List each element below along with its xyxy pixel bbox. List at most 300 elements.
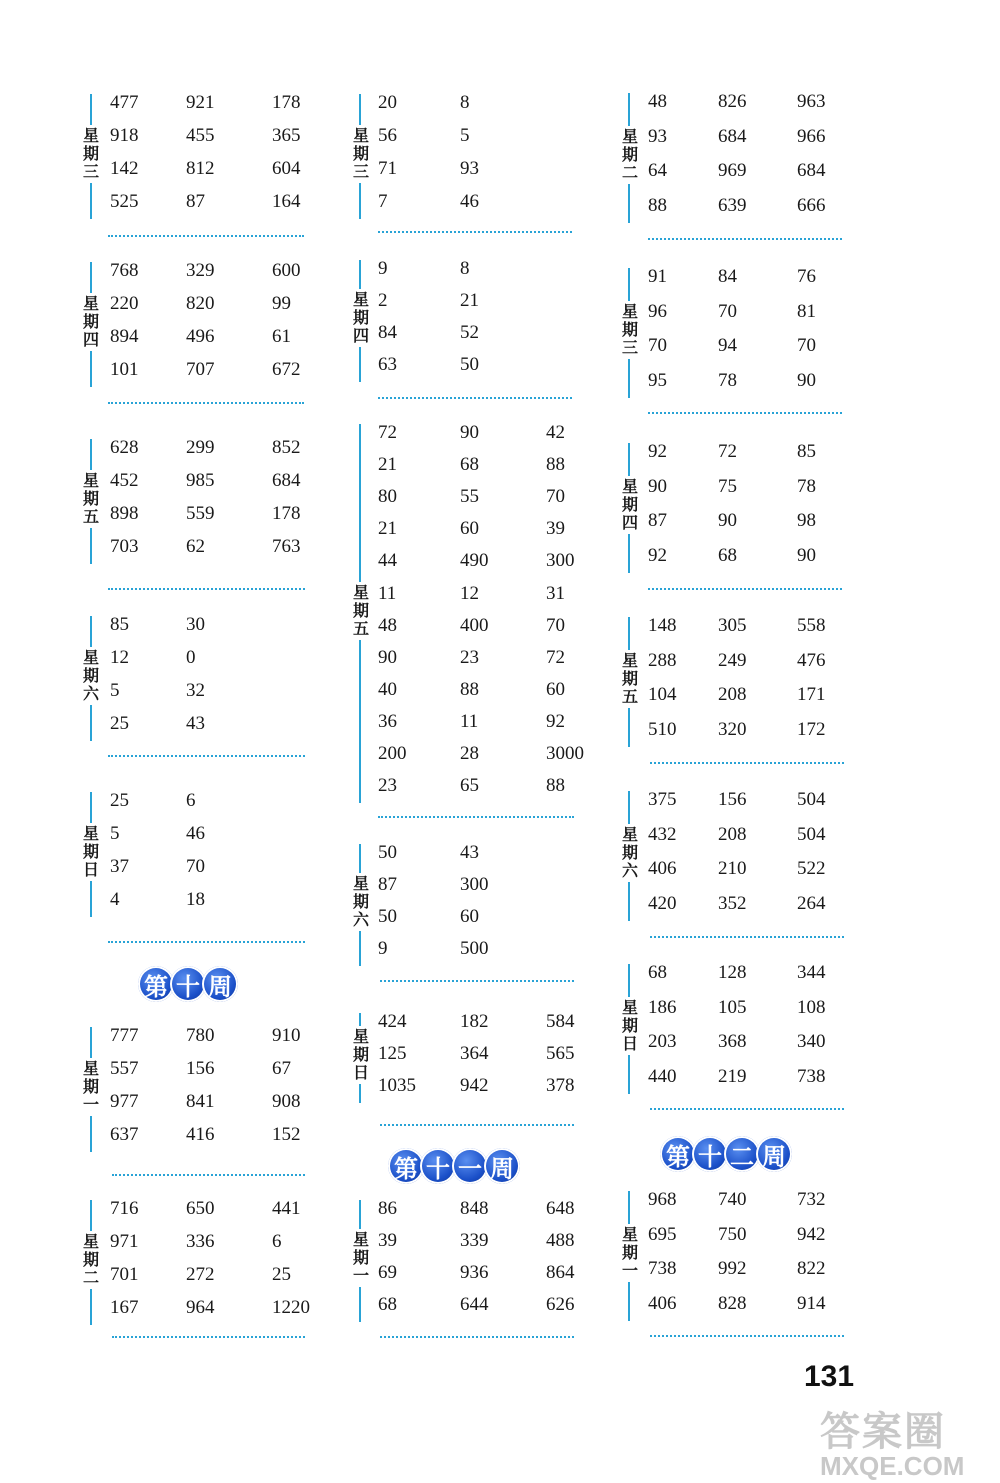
answer-value: 966 <box>797 125 826 147</box>
week-char-badge: 第 <box>138 966 174 1002</box>
answer-value: 87 <box>186 191 205 212</box>
answer-value: 105 <box>718 996 747 1018</box>
weekday-char: 期 <box>82 311 99 331</box>
answer-value: 639 <box>718 194 747 216</box>
answer-value: 90 <box>460 422 479 443</box>
weekday-char: 星 <box>621 650 638 670</box>
answer-value: 87 <box>378 874 397 895</box>
answer-value: 559 <box>186 503 215 524</box>
weekday-char: 星 <box>352 874 369 893</box>
weekday-char: 期 <box>621 494 638 514</box>
answer-value: 672 <box>272 359 301 380</box>
weekday-label <box>620 301 640 359</box>
answer-value: 9 <box>378 258 388 279</box>
answer-value: 70 <box>718 300 737 322</box>
answer-value: 406 <box>648 1292 677 1314</box>
answer-value: 40 <box>378 678 397 700</box>
answer-value: 6 <box>186 790 196 811</box>
weekday-char: 三 <box>352 161 369 181</box>
answer-value: 43 <box>186 713 205 734</box>
answer-value: 898 <box>110 503 139 524</box>
answer-value: 219 <box>718 1065 747 1087</box>
answer-value: 25 <box>272 1264 291 1285</box>
answer-value: 81 <box>797 300 816 322</box>
answer-value: 300 <box>546 550 575 572</box>
answer-value: 64 <box>648 160 667 181</box>
weekday-char: 二 <box>82 1267 99 1287</box>
answer-value: 72 <box>546 646 565 668</box>
answer-value: 584 <box>546 1011 575 1032</box>
answer-value: 50 <box>378 842 397 863</box>
weekday-char: 一 <box>352 1266 369 1285</box>
answer-value: 128 <box>718 962 747 983</box>
weekday-label <box>351 873 371 931</box>
answer-value: 70 <box>648 335 667 356</box>
answer-value: 32 <box>186 680 205 701</box>
weekday-label <box>620 126 640 184</box>
answer-value: 56 <box>378 125 397 146</box>
weekday-char: 六 <box>621 860 638 880</box>
answer-value: 477 <box>110 92 139 113</box>
weekday-char: 星 <box>82 470 99 490</box>
page-number: 131 <box>804 1360 855 1393</box>
weekday-label <box>81 470 101 528</box>
answer-value: 364 <box>460 1043 489 1064</box>
weekday-char: 星 <box>621 126 638 146</box>
weekday-char: 星 <box>621 476 638 496</box>
answer-value: 48 <box>378 614 397 636</box>
weekday-char: 期 <box>352 308 369 327</box>
answer-value: 87 <box>648 510 667 531</box>
answer-value: 25 <box>110 790 129 811</box>
answer-value: 488 <box>546 1230 575 1251</box>
weekday-char: 四 <box>82 329 99 349</box>
answer-value: 37 <box>110 856 129 877</box>
answer-value: 848 <box>460 1198 489 1219</box>
answer-value: 971 <box>110 1231 139 1252</box>
answer-value: 72 <box>718 441 737 462</box>
answer-value: 336 <box>186 1231 215 1252</box>
week-char-badge: 十 <box>420 1148 456 1184</box>
dotted-separator <box>112 1336 305 1338</box>
answer-value: 565 <box>546 1043 575 1064</box>
answer-value: 90 <box>797 544 816 566</box>
answer-value: 88 <box>546 775 565 797</box>
week-title <box>138 966 234 1002</box>
dotted-separator <box>648 588 842 590</box>
answer-value: 707 <box>186 359 215 380</box>
answer-value: 7 <box>378 191 388 212</box>
answer-value: 203 <box>648 1031 677 1052</box>
answer-value: 5 <box>110 680 120 701</box>
answer-value: 75 <box>718 475 737 497</box>
weekday-char: 三 <box>82 161 99 181</box>
answer-value: 98 <box>797 510 816 531</box>
weekday-char: 期 <box>82 143 99 163</box>
weekday-char: 星 <box>621 997 638 1017</box>
answer-value: 92 <box>546 710 565 732</box>
weekday-char: 期 <box>621 1015 638 1035</box>
answer-value: 522 <box>797 858 826 879</box>
weekday-label <box>351 1026 371 1084</box>
answer-value: 368 <box>718 1031 747 1052</box>
weekday-label <box>351 1229 371 1287</box>
watermark-logo <box>820 1400 1000 1480</box>
answer-value: 60 <box>546 678 565 700</box>
weekday-char: 一 <box>82 1094 99 1114</box>
answer-value: 42 <box>546 422 565 443</box>
answer-value: 210 <box>718 858 747 879</box>
answer-value: 703 <box>110 536 139 557</box>
answer-value: 420 <box>648 892 677 914</box>
answer-value: 942 <box>460 1075 489 1096</box>
answer-value: 969 <box>718 160 747 181</box>
weekday-label <box>620 997 640 1055</box>
weekday-char: 期 <box>352 600 369 620</box>
weekday-char: 星 <box>621 824 638 844</box>
dotted-separator <box>650 1108 844 1110</box>
dotted-separator <box>648 412 842 414</box>
weekday-char: 期 <box>82 665 99 685</box>
answer-value: 684 <box>718 125 747 147</box>
answer-value: 39 <box>546 518 565 540</box>
answer-value: 156 <box>186 1058 215 1079</box>
answer-value: 340 <box>797 1031 826 1052</box>
week-header <box>660 1134 788 1174</box>
answer-value: 963 <box>797 91 826 112</box>
answer-value: 62 <box>186 536 205 557</box>
week-char-badge: 第 <box>660 1136 696 1172</box>
answer-value: 186 <box>648 996 677 1018</box>
answer-value: 55 <box>460 486 479 508</box>
weekday-char: 星 <box>82 647 99 667</box>
answer-value: 86 <box>378 1198 397 1219</box>
weekday-char: 期 <box>352 1248 369 1267</box>
answer-value: 476 <box>797 649 826 671</box>
answer-value: 352 <box>718 892 747 914</box>
answer-value: 11 <box>460 710 479 732</box>
answer-value: 167 <box>110 1297 139 1318</box>
answer-value: 39 <box>378 1230 397 1251</box>
answer-value: 88 <box>546 454 565 476</box>
weekday-char: 期 <box>82 1076 99 1096</box>
answer-value: 2 <box>378 290 388 311</box>
weekday-char: 五 <box>621 686 638 706</box>
answer-value: 701 <box>110 1264 139 1285</box>
answer-value: 299 <box>186 437 215 458</box>
answer-value: 78 <box>797 475 816 497</box>
answer-value: 305 <box>718 615 747 636</box>
answer-value: 72 <box>378 422 397 443</box>
answer-value: 36 <box>378 710 397 732</box>
answer-value: 125 <box>378 1043 407 1064</box>
answer-value: 626 <box>546 1294 575 1315</box>
answer-value: 320 <box>718 718 747 740</box>
answer-value: 48 <box>648 91 667 112</box>
answer-value: 85 <box>797 441 816 462</box>
answer-value: 99 <box>272 293 291 314</box>
watermark-text: 答案圈 <box>820 1410 946 1454</box>
dotted-separator <box>108 755 305 757</box>
answer-value: 85 <box>110 614 129 635</box>
weekday-char: 星 <box>621 1224 638 1244</box>
answer-value: 178 <box>272 92 301 113</box>
weekday-char: 星 <box>621 301 638 321</box>
answer-value: 68 <box>718 544 737 566</box>
weekday-char: 五 <box>352 618 369 638</box>
answer-value: 914 <box>797 1292 826 1314</box>
answer-value: 68 <box>378 1294 397 1315</box>
weekday-char: 期 <box>82 841 99 861</box>
answer-value: 9 <box>378 938 388 959</box>
answer-value: 70 <box>546 486 565 508</box>
answer-value: 628 <box>110 437 139 458</box>
weekday-char: 六 <box>82 683 99 703</box>
weekday-char: 期 <box>621 1242 638 1262</box>
answer-value: 156 <box>718 789 747 810</box>
answer-value: 3000 <box>546 743 584 764</box>
answer-value: 740 <box>718 1189 747 1210</box>
weekday-label <box>620 824 640 882</box>
answer-value: 5 <box>110 823 120 844</box>
answer-value: 28 <box>460 743 479 764</box>
week-title <box>388 1148 516 1184</box>
answer-value: 93 <box>648 125 667 147</box>
weekday-char: 三 <box>621 337 638 357</box>
answer-value: 964 <box>186 1297 215 1318</box>
weekday-label <box>351 125 371 183</box>
answer-value: 91 <box>648 266 667 287</box>
weekday-char: 日 <box>82 859 99 879</box>
weekday-label <box>620 650 640 708</box>
answer-value: 504 <box>797 823 826 845</box>
answer-value: 220 <box>110 293 139 314</box>
answer-value: 716 <box>110 1198 139 1219</box>
weekday-label <box>81 293 101 351</box>
dotted-separator <box>378 816 574 818</box>
answer-value: 378 <box>546 1075 575 1096</box>
answer-value: 908 <box>272 1091 301 1112</box>
answer-value: 339 <box>460 1230 489 1251</box>
weekday-label <box>620 476 640 534</box>
answer-value: 21 <box>378 518 397 540</box>
answer-value: 80 <box>378 486 397 508</box>
answer-value: 67 <box>272 1058 291 1079</box>
answer-value: 822 <box>797 1258 826 1279</box>
weekday-char: 星 <box>352 290 369 309</box>
answer-value: 84 <box>718 266 737 287</box>
answer-value: 375 <box>648 789 677 810</box>
answer-value: 152 <box>272 1124 301 1145</box>
answer-value: 650 <box>186 1198 215 1219</box>
answer-value: 406 <box>648 858 677 879</box>
answer-value: 20 <box>378 92 397 113</box>
answer-value: 69 <box>378 1262 397 1283</box>
answer-value: 329 <box>186 260 215 281</box>
answer-value: 92 <box>648 544 667 566</box>
weekday-label <box>81 823 101 881</box>
answer-value: 18 <box>186 889 205 910</box>
answer-value: 46 <box>186 823 205 844</box>
dotted-separator <box>108 941 305 943</box>
answer-value: 936 <box>460 1262 489 1283</box>
answer-value: 432 <box>648 823 677 845</box>
answer-value: 424 <box>378 1011 407 1032</box>
answer-value: 108 <box>797 996 826 1018</box>
answer-value: 992 <box>718 1258 747 1279</box>
answer-value: 95 <box>648 369 667 391</box>
answer-value: 148 <box>648 615 677 636</box>
answer-value: 344 <box>797 962 826 983</box>
answer-value: 600 <box>272 260 301 281</box>
weekday-char: 星 <box>82 823 99 843</box>
answer-value: 23 <box>378 775 397 797</box>
answer-value: 525 <box>110 191 139 212</box>
dotted-separator <box>650 936 844 938</box>
answer-value: 104 <box>648 684 677 705</box>
answer-value: 738 <box>797 1065 826 1087</box>
answer-value: 272 <box>186 1264 215 1285</box>
answer-value: 88 <box>648 194 667 216</box>
weekday-char: 六 <box>352 910 369 929</box>
answer-value: 23 <box>460 646 479 668</box>
answer-value: 93 <box>460 158 479 179</box>
answer-value: 70 <box>546 614 565 636</box>
answer-value: 60 <box>460 518 479 540</box>
answer-value: 76 <box>797 266 816 287</box>
answer-value: 557 <box>110 1058 139 1079</box>
weekday-label <box>81 125 101 183</box>
answer-value: 96 <box>648 300 667 322</box>
answer-value: 440 <box>648 1065 677 1087</box>
answer-value: 780 <box>186 1025 215 1046</box>
weekday-char: 期 <box>621 144 638 164</box>
answer-value: 416 <box>186 1124 215 1145</box>
answer-value: 637 <box>110 1124 139 1145</box>
answer-value: 648 <box>546 1198 575 1219</box>
answer-value: 768 <box>110 260 139 281</box>
dotted-separator <box>108 402 304 404</box>
answer-value: 841 <box>186 1091 215 1112</box>
answer-value: 172 <box>797 718 826 740</box>
weekday-label <box>81 647 101 705</box>
watermark-url: MXQE.COM <box>820 1451 965 1481</box>
answer-value: 88 <box>460 678 479 700</box>
weekday-char: 星 <box>352 582 369 602</box>
week-char-badge: 周 <box>484 1148 520 1184</box>
weekday-char: 五 <box>82 506 99 526</box>
answer-value: 666 <box>797 194 826 216</box>
answer-value: 5 <box>460 125 470 146</box>
answer-value: 264 <box>797 892 826 914</box>
answer-value: 70 <box>797 335 816 356</box>
answer-value: 684 <box>797 160 826 181</box>
weekday-char: 星 <box>352 1230 369 1249</box>
weekday-char: 日 <box>352 1063 369 1082</box>
weekday-char: 四 <box>352 326 369 345</box>
answer-value: 84 <box>378 322 397 343</box>
answer-value: 763 <box>272 536 301 557</box>
week-char-badge: 一 <box>452 1148 488 1184</box>
weekday-char: 期 <box>352 892 369 911</box>
answer-value: 208 <box>718 684 747 705</box>
dotted-separator <box>112 1174 305 1176</box>
answer-value: 90 <box>378 646 397 668</box>
answer-value: 90 <box>797 369 816 391</box>
weekday-label <box>81 1058 101 1116</box>
answer-value: 31 <box>546 582 565 604</box>
answer-value: 826 <box>718 91 747 112</box>
answer-value: 8 <box>460 92 470 113</box>
answer-value: 695 <box>648 1223 677 1245</box>
weekday-char: 星 <box>82 293 99 313</box>
answer-value: 78 <box>718 369 737 391</box>
answer-value: 52 <box>460 322 479 343</box>
weekday-label <box>351 582 371 640</box>
dotted-separator <box>380 1336 574 1338</box>
week-title <box>660 1136 788 1172</box>
weekday-char: 期 <box>82 488 99 508</box>
answer-value: 30 <box>186 614 205 635</box>
answer-value: 71 <box>378 158 397 179</box>
answer-value: 496 <box>186 326 215 347</box>
answer-value: 21 <box>378 454 397 476</box>
answer-value: 50 <box>460 354 479 375</box>
answer-value: 200 <box>378 743 407 764</box>
answer-value: 12 <box>460 582 479 604</box>
dotted-separator <box>378 231 572 233</box>
answer-value: 738 <box>648 1258 677 1279</box>
answer-value: 852 <box>272 437 301 458</box>
dotted-separator <box>108 588 305 590</box>
answer-value: 50 <box>378 906 397 927</box>
answer-value: 92 <box>648 441 667 462</box>
dotted-separator <box>378 397 572 399</box>
weekday-char: 星 <box>82 1231 99 1251</box>
answer-value: 750 <box>718 1223 747 1245</box>
week-char-badge: 二 <box>724 1136 760 1172</box>
answer-value: 558 <box>797 615 826 636</box>
answer-value: 142 <box>110 158 139 179</box>
answer-value: 828 <box>718 1292 747 1314</box>
week-header <box>138 964 234 1004</box>
answer-value: 894 <box>110 326 139 347</box>
answer-value: 910 <box>272 1025 301 1046</box>
week-header <box>388 1146 516 1186</box>
answer-value: 490 <box>460 550 489 572</box>
answer-value: 684 <box>272 470 301 491</box>
answer-value: 921 <box>186 92 215 113</box>
answer-value: 171 <box>797 684 826 705</box>
dotted-separator <box>108 235 304 237</box>
weekday-char: 期 <box>621 319 638 339</box>
answer-value: 21 <box>460 290 479 311</box>
weekday-char: 期 <box>352 1045 369 1064</box>
answer-value: 441 <box>272 1198 301 1219</box>
answer-value: 812 <box>186 158 215 179</box>
weekday-label <box>351 289 371 347</box>
answer-value: 504 <box>797 789 826 810</box>
answer-value: 300 <box>460 874 489 895</box>
answer-value: 70 <box>186 856 205 877</box>
answer-value: 365 <box>272 125 301 146</box>
answer-value: 90 <box>718 510 737 531</box>
answer-value: 46 <box>460 191 479 212</box>
answer-value: 400 <box>460 614 489 636</box>
answer-value: 61 <box>272 326 291 347</box>
answer-value: 820 <box>186 293 215 314</box>
answer-value: 1220 <box>272 1297 310 1318</box>
